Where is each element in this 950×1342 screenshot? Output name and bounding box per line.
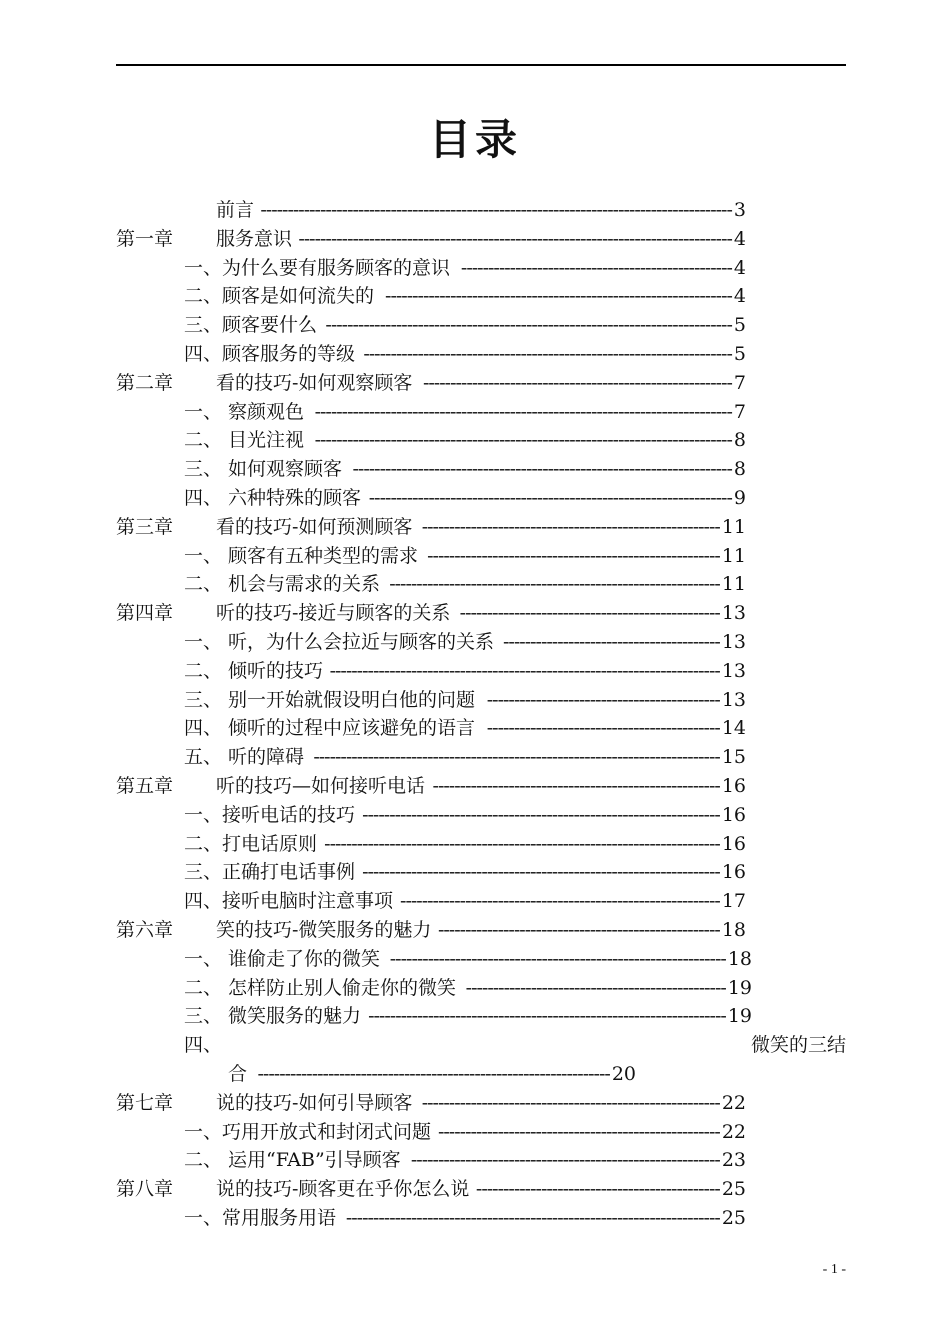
toc-leader-and-page [460,599,746,628]
toc-leader-dashes: ------------------------------------------------------------------------ [329,660,720,682]
toc-section-row[interactable] [116,455,746,484]
toc-leader-and-page [476,1175,746,1204]
toc-entry-title: 四、 倾听的过程中应该避免的语言 [184,717,476,739]
toc-leader-and-page [385,282,746,311]
toc-page-number: 16 [721,833,746,855]
toc-chapter-row[interactable] [116,369,746,398]
toc-page-number: 18 [727,948,752,970]
toc-leader-dashes: ------------------------------------------------ [459,602,720,624]
toc-chapter-number: 第四章 [116,602,174,624]
toc-section-row[interactable] [116,311,746,340]
toc-chapter-row[interactable] [116,599,746,628]
toc-chapter-number: 第七章 [116,1092,174,1114]
toc-section-row[interactable] [116,196,746,225]
toc-leader-and-page [422,1089,746,1118]
toc-page-number: 25 [721,1178,746,1200]
toc-page-number: 8 [733,458,746,480]
toc-leader-dashes: -------------------------------------------------------------- [389,948,726,970]
toc-leader-dashes: ------------------------------------------- [486,717,720,739]
toc-page-number: 11 [721,516,746,538]
toc-entry-title: 二、顾客是如何流失的 [184,285,375,307]
toc-chapter-row[interactable] [116,225,746,254]
toc-section-row[interactable] [116,858,746,887]
toc-leader-and-page [503,628,746,657]
toc-leader-and-page [461,254,746,283]
toc-page-number: 8 [733,429,746,451]
toc-section-row[interactable] [116,282,746,311]
toc-leader-and-page [362,858,746,887]
toc-leader-dashes: ---------------------------------------------------- [437,919,720,941]
toc-entry-title: 一、接听电话的技巧 [184,804,356,826]
toc-page-number: 9 [733,487,746,509]
toc-leader-dashes: ----------------------------------------------------- [432,775,720,797]
toc-entry-title: 三、 别一开始就假设明白他的问题 [184,689,476,711]
toc-page-number: 13 [721,631,746,653]
toc-page-number: 5 [733,343,746,365]
toc-page-number: 13 [721,660,746,682]
toc-chapter-number: 第一章 [116,228,174,250]
toc-entry-title: 二、 目光注视 [184,429,305,451]
toc-entry-title: 笑的技巧-微笑服务的魅力 [216,919,432,941]
toc-section-row[interactable] [116,542,746,571]
toc-entry-title: 三、 如何观察顾客 [184,458,343,480]
toc-leader-and-page [369,484,746,513]
toc-page-number: 5 [733,314,746,336]
toc-entry-title: 说的技巧-如何引导顾客 [216,1092,413,1114]
toc-leader-dashes: ------------------------------------------------------ [427,545,720,567]
toc-leader-dashes: ----------------------------------------------------------------------------- [314,429,732,451]
toc-page-number: 7 [733,372,746,394]
toc-page-number: 14 [721,717,746,739]
toc-leader-dashes: --------------------------------------------------------- [422,372,732,394]
toc-leader-dashes: --------------------------------------------- [475,1178,720,1200]
toc-page-number: 13 [721,689,746,711]
toc-entry-title: 二、 运用“FAB”引导顾客 [184,1149,401,1171]
toc-leader-dashes: ---------------------------------------------------------------------- [352,458,732,480]
toc-section-row[interactable] [116,743,746,772]
toc-page-number: 22 [721,1092,746,1114]
toc-page-number: 11 [721,545,746,567]
toc-leader-and-page [353,455,747,484]
toc-entry-title: 二、 怎样防止别人偷走你的微笑 [184,977,457,999]
toc-entry-title: 四、 [184,1034,223,1056]
toc-leader-and-page [438,1118,746,1147]
toc-leader-and-page [324,830,746,859]
toc-page-number: 11 [721,573,746,595]
toc-section-row[interactable] [116,484,746,513]
toc-page-number: 16 [721,775,746,797]
toc-page-number: 25 [721,1207,746,1229]
toc-page-number: 4 [733,257,746,279]
toc-leader-dashes: --------------------------------------------------------------------------- [313,746,720,768]
toc-section-row[interactable] [116,945,752,974]
toc-page-number: 18 [721,919,746,941]
toc-leader-and-page [466,974,752,1003]
toc-entry-title: 听的技巧-接近与顾客的关系 [216,602,451,624]
toc-entry-title: 服务意识 [216,228,293,250]
toc-entry-title: 一、 顾客有五种类型的需求 [184,545,419,567]
toc-entry-title: 二、打电话原则 [184,833,318,855]
toc-entry-title: 二、 倾听的技巧 [184,660,324,682]
toc-entry-title: 三、正确打电话事例 [184,861,356,883]
toc-chapter-row[interactable] [116,916,746,945]
toc-section-row[interactable] [116,1060,636,1089]
toc-page-number: 15 [721,746,746,768]
toc-chapter-row[interactable] [116,513,746,542]
toc-leader-and-page [427,542,746,571]
toc-leader-dashes: --------------------------------------------------------------------------------------- [260,199,732,221]
toc-leader-and-page [400,887,746,916]
toc-leader-and-page [487,686,746,715]
toc-page-number: 16 [721,804,746,826]
toc-leader-dashes: ------------------------------------------------------------- [389,573,720,595]
toc-section-row[interactable] [116,254,746,283]
toc-leader-dashes: ---------------------------------------------------------------- [385,285,732,307]
toc-leader-dashes: -------------------------------------------------------------------------------- [298,228,732,250]
toc-leader-and-page [313,743,746,772]
toc-section-row[interactable] [116,340,746,369]
toc-leader-and-page [390,945,752,974]
toc-leader-and-page [487,714,746,743]
toc-leader-and-page [423,369,746,398]
toc-page-number: 3 [733,199,746,221]
toc-entry-title: 一、 谁偷走了你的微笑 [184,948,381,970]
toc-entry-title: 看的技巧-如何观察顾客 [216,372,413,394]
toc-section-row[interactable] [116,570,746,599]
toc-leader-dashes: ----------------------------------------------------------------- [257,1063,610,1085]
toc-leader-and-page [411,1146,746,1175]
toc-entry-title: 四、接听电脑时注意事项 [184,890,394,912]
toc-leader-and-page [315,398,746,427]
toc-leader-and-page [325,311,746,340]
toc-section-row[interactable] [116,426,746,455]
toc-leader-dashes: ---------------------------------------------------- [437,1121,720,1143]
toc-leader-dashes: ------------------------------------------------------------------ [368,1005,726,1027]
toc-section-row[interactable] [116,398,746,427]
toc-entry-title: 前言 [216,199,255,221]
toc-page-number: 20 [611,1063,636,1085]
toc-section-row[interactable] [116,801,746,830]
toc-leader-dashes: --------------------------------------------------------------------- [345,1207,720,1229]
toc-page-number: 23 [721,1149,746,1171]
toc-entry-title: 一、常用服务用语 [184,1207,337,1229]
toc-section-row[interactable] [116,1146,746,1175]
toc-leader-dashes: ----------------------------------------------------------------------------- [314,401,732,423]
toc-section-row[interactable] [116,714,746,743]
toc-entry-title: 四、 六种特殊的顾客 [184,487,362,509]
toc-leader-dashes: ----------------------------------------------------------- [400,890,720,912]
toc-section-row[interactable] [116,1204,746,1233]
toc-leader-dashes: ------------------------------------------------ [465,977,726,999]
toc-leader-dashes: --------------------------------------------------------- [410,1149,720,1171]
toc-section-row[interactable] [116,628,746,657]
toc-chapter-number: 第三章 [116,516,174,538]
toc-section-row[interactable] [116,686,746,715]
toc-leader-dashes: ------------------------------------------------------------------------- [324,833,720,855]
toc-entry-title: 五、 听的障碍 [184,746,305,768]
toc-leader-and-page [330,657,746,686]
toc-page-number: 19 [727,977,752,999]
page-title: 目录 [428,115,521,164]
toc-leader-and-page [298,225,746,254]
toc-section-row[interactable] [116,1118,746,1147]
toc-leader-and-page [389,570,746,599]
toc-leader-dashes: ------------------------------------------------------- [421,516,720,538]
toc-leader-and-page [363,340,746,369]
toc-leader-and-page [258,1060,636,1089]
toc-page-number: 16 [721,861,746,883]
toc-leader-and-page [315,426,746,455]
toc-entry-title: 三、 微笑服务的魅力 [184,1005,362,1027]
header-rule [116,64,846,66]
toc-page-number: 17 [721,890,746,912]
toc-entry-title: 一、为什么要有服务顾客的意识 [184,257,451,279]
toc-leader-and-page [368,1002,752,1031]
toc-entry-title: 一、 察颜观色 [184,401,305,423]
toc-section-row[interactable] [116,974,752,1003]
toc-entry-title: 二、 机会与需求的关系 [184,573,381,595]
toc-leader-dashes: ------------------------------------------------------------------ [362,804,720,826]
toc-section-row[interactable] [116,657,746,686]
toc-entry-title: 一、 听，为什么会拉近与顾客的关系 [184,631,495,653]
toc-entry-title: 一、巧用开放式和封闭式问题 [184,1121,432,1143]
toc-leader-and-page [433,772,746,801]
toc-leader-and-page [362,801,746,830]
toc-section-row[interactable] [116,1002,752,1031]
toc-chapter-number: 第八章 [116,1178,174,1200]
toc-page-number: 13 [721,602,746,624]
toc-chapter-number: 第六章 [116,919,174,941]
toc-chapter-number: 第二章 [116,372,174,394]
toc-entry-title: 合 [228,1063,248,1085]
toc-leader-and-page [260,196,746,225]
toc-leader-dashes: -------------------------------------------------- [460,257,732,279]
toc-section-row[interactable] [116,830,746,859]
toc-chapter-row[interactable] [116,1175,746,1204]
toc-entry-title: 看的技巧-如何预测顾客 [216,516,413,538]
toc-chapter-number: 第五章 [116,775,174,797]
toc-chapter-row[interactable] [116,772,746,801]
toc-entry-title: 三、顾客要什么 [184,314,318,336]
toc-leader-and-page [422,513,746,542]
toc-leader-and-page [438,916,746,945]
toc-leader-dashes: ------------------------------------------------------------------- [368,487,732,509]
toc-entry-title: 听的技巧—如何接听电话 [216,775,426,797]
toc-page-number: 22 [721,1121,746,1143]
toc-leader-and-page [346,1204,746,1233]
toc-entry-title: 说的技巧-顾客更在乎你怎么说 [216,1178,470,1200]
toc-section-row[interactable] [116,887,746,916]
toc-leader-dashes: --------------------------------------------------------------------------- [325,314,732,336]
toc-page-number: 7 [733,401,746,423]
toc-page-number: 4 [733,228,746,250]
toc-leader-dashes: -------------------------------------------------------------------- [363,343,732,365]
toc-leader-dashes: ------------------------------------------------------------------ [362,861,720,883]
toc-page-number: 19 [727,1005,752,1027]
page-number: - 1 - [822,1262,846,1277]
toc-entry-title: 四、顾客服务的等级 [184,343,356,365]
toc-entry-title-continued: 微笑的三结 [750,1034,846,1056]
toc-leader-dashes: ------------------------------------------- [486,689,720,711]
toc-leader-dashes: ---------------------------------------- [503,631,720,653]
toc-chapter-row[interactable] [116,1089,746,1118]
toc-page-number: 4 [733,285,746,307]
toc-leader-dashes: ------------------------------------------------------- [421,1092,720,1114]
toc-section-row[interactable] [116,1031,846,1060]
